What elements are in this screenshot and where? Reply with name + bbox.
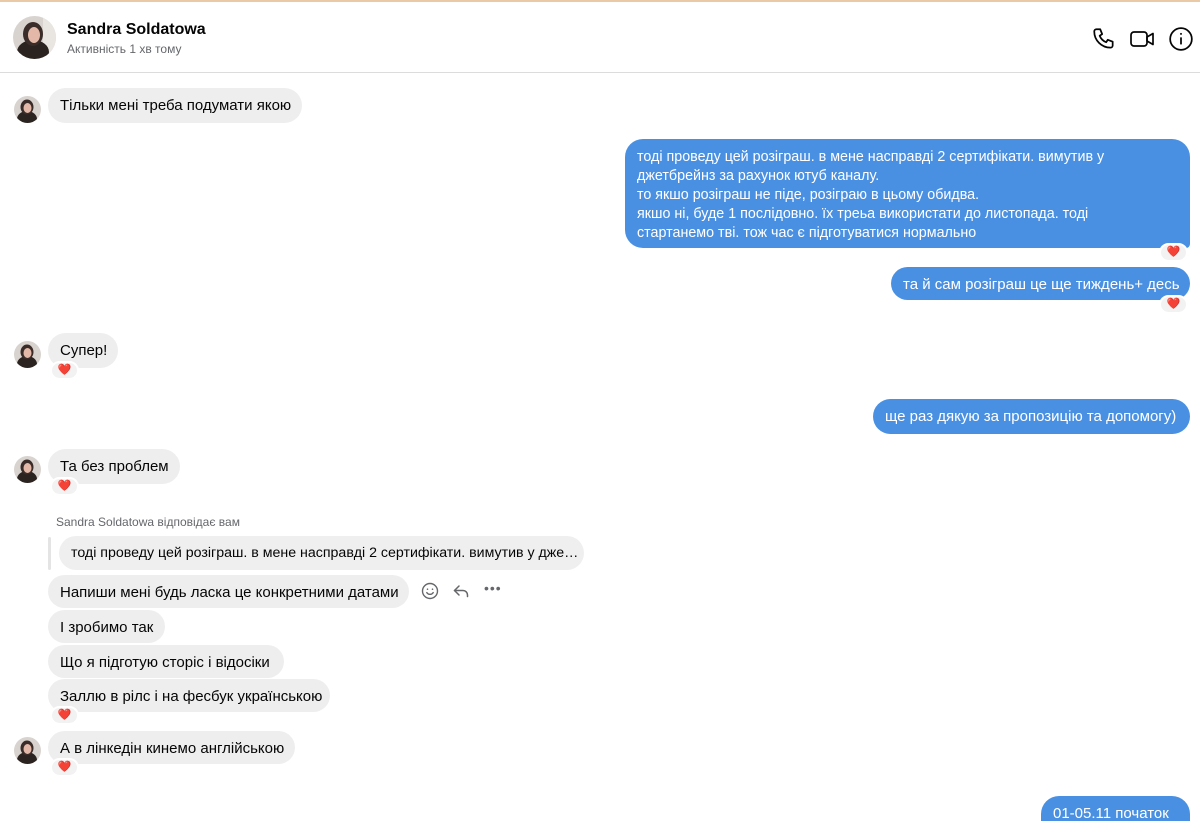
heart-reaction[interactable]: ❤️ — [50, 706, 79, 725]
outgoing-message[interactable]: та й сам розіграш це ще тиждень+ десь — [891, 267, 1190, 300]
outgoing-message[interactable]: 01-05.11 початок — [1041, 796, 1190, 821]
incoming-message[interactable]: Тільки мені треба подумати якою — [48, 88, 302, 123]
more-icon[interactable]: ••• — [484, 580, 502, 596]
heart-reaction[interactable]: ❤️ — [50, 361, 79, 380]
sender-avatar[interactable] — [14, 456, 41, 483]
message-line: якшо ні, буде 1 послідовно. їх треьа використати до листопада. тоді — [637, 206, 1089, 222]
contact-avatar[interactable] — [13, 16, 56, 59]
heart-reaction[interactable]: ❤️ — [1159, 243, 1188, 262]
sender-avatar[interactable] — [14, 96, 41, 123]
reply-context-label: Sandra Soldatowa відповідає вам — [56, 515, 240, 529]
outgoing-message[interactable]: ще раз дякую за пропозицію та допомогу) — [873, 399, 1190, 434]
emoji-icon[interactable] — [420, 581, 440, 601]
heart-reaction[interactable]: ❤️ — [50, 477, 79, 496]
reply-icon[interactable] — [451, 581, 471, 601]
contact-status: Активність 1 хв тому — [67, 42, 182, 56]
incoming-message[interactable]: Та без проблем — [48, 449, 180, 484]
incoming-message[interactable]: Напиши мені будь ласка це конкретними датами — [48, 575, 409, 608]
sender-avatar[interactable] — [14, 737, 41, 764]
incoming-message[interactable]: Супер! — [48, 333, 118, 368]
incoming-message[interactable]: Заллю в рілс і на фесбук українською — [48, 679, 330, 712]
message-line: тоді проведу цей розіграш. в мене насправді 2 сертифікати. вимутив у — [637, 149, 1105, 165]
reply-quote-bar — [48, 537, 51, 570]
incoming-message[interactable]: І зробимо так — [48, 610, 165, 643]
contact-name[interactable]: Sandra Soldatowa — [67, 21, 206, 38]
sender-avatar[interactable] — [14, 341, 41, 368]
chat-header — [0, 2, 1200, 73]
outgoing-message[interactable] — [625, 139, 1190, 248]
video-camera-icon[interactable] — [1129, 26, 1155, 52]
incoming-message[interactable]: Що я підготую сторіс і відосіки — [48, 645, 284, 678]
incoming-message[interactable]: А в лінкедін кинемо англійською — [48, 731, 295, 764]
heart-reaction[interactable]: ❤️ — [50, 758, 79, 777]
quoted-message[interactable]: тоді проведу цей розіграш. в мене насправді 2 сертифікати. вимутив у дже… — [59, 536, 584, 570]
message-line: джетбрейнз за рахунок ютуб каналу. — [637, 168, 880, 184]
info-icon[interactable] — [1168, 26, 1194, 52]
message-line: стартанемо тві. тож час є підготуватися нормально — [637, 225, 977, 241]
heart-reaction[interactable]: ❤️ — [1159, 295, 1188, 314]
message-line: то якшо розіграш не піде, розіграю в цьому обидва. — [637, 187, 980, 203]
phone-icon[interactable] — [1091, 26, 1117, 52]
